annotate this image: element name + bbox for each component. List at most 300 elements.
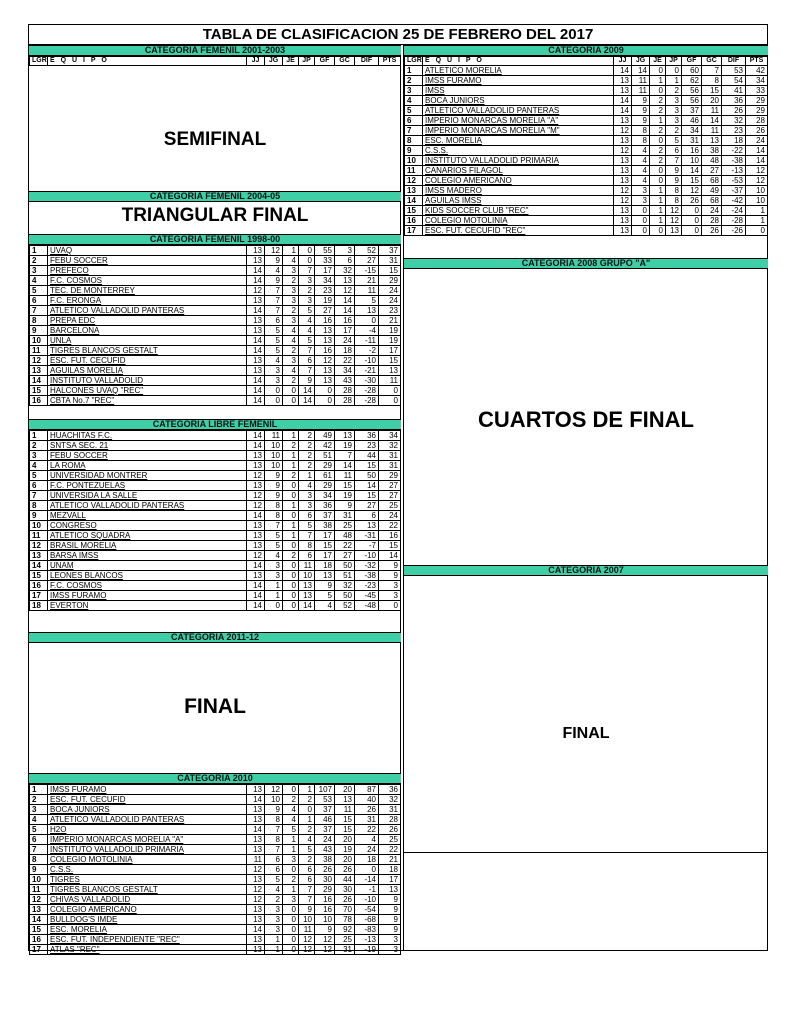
column-header: JP <box>666 57 682 66</box>
stat-cell: 34 <box>315 491 335 501</box>
stat-cell: 18 <box>722 136 746 146</box>
libre-femenil-section <box>29 419 401 611</box>
stat-cell: 49 <box>315 431 335 441</box>
stat-cell: 14 <box>247 336 265 346</box>
stat-cell: 14 <box>247 441 265 451</box>
rank-cell: 12 <box>30 541 48 551</box>
stat-cell: 4 <box>632 176 650 186</box>
stat-cell: 13 <box>247 366 265 376</box>
table-row <box>30 451 401 461</box>
stat-cell: -13 <box>722 166 746 176</box>
table-row <box>405 146 768 156</box>
stat-cell: 48 <box>702 156 722 166</box>
stat-cell: 37 <box>379 246 401 256</box>
stat-cell: 14 <box>299 386 315 396</box>
cuartos-de-final-label: CUARTOS DE FINAL <box>478 407 694 432</box>
rank-cell: 13 <box>30 551 48 561</box>
stat-cell: 42 <box>746 66 768 76</box>
stat-cell: 27 <box>379 491 401 501</box>
category-band: CATEGORIA LIBRE FEMENIL <box>29 419 401 430</box>
stat-cell: 0 <box>283 945 299 955</box>
stat-cell: 68 <box>702 176 722 186</box>
stat-cell: 13 <box>247 521 265 531</box>
stat-cell: 11 <box>335 471 355 481</box>
stat-cell: 19 <box>315 296 335 306</box>
table-row <box>30 511 401 521</box>
stat-cell: 14 <box>247 396 265 406</box>
stat-cell: 87 <box>355 785 379 795</box>
stat-cell: 1 <box>650 216 666 226</box>
stat-cell: 36 <box>315 501 335 511</box>
left-column <box>29 45 401 954</box>
stat-cell: 8 <box>632 136 650 146</box>
stat-cell: 2 <box>299 795 315 805</box>
rank-cell: 13 <box>405 186 423 196</box>
stat-cell: 0 <box>650 136 666 146</box>
rank-cell: 7 <box>30 491 48 501</box>
stat-cell: 50 <box>335 561 355 571</box>
stat-cell: 10 <box>315 915 335 925</box>
stat-cell: 9 <box>265 256 283 266</box>
column-header: JG <box>632 57 650 66</box>
stat-cell: -10 <box>355 551 379 561</box>
stat-cell: 13 <box>614 166 632 176</box>
stat-cell: 5 <box>299 845 315 855</box>
stat-cell: 27 <box>379 481 401 491</box>
stat-cell: 4 <box>283 805 299 815</box>
team-cell: F.C. COSMOS <box>48 276 247 286</box>
femenil-2001-section <box>29 45 401 66</box>
stat-cell: 3 <box>265 571 283 581</box>
stat-cell: 32 <box>335 266 355 276</box>
team-cell: SNTSA SEC. 21 <box>48 441 247 451</box>
table-row <box>30 935 401 945</box>
stat-cell: 20 <box>335 855 355 865</box>
stat-cell: 24 <box>335 336 355 346</box>
stat-cell: 3 <box>283 356 299 366</box>
stat-cell: 16 <box>315 905 335 915</box>
stat-cell: 14 <box>247 795 265 805</box>
table-row <box>30 356 401 366</box>
stat-cell: 0 <box>632 226 650 236</box>
stat-cell: 10 <box>265 451 283 461</box>
table-row <box>30 845 401 855</box>
stat-cell: 38 <box>702 146 722 156</box>
stat-cell: 0 <box>650 66 666 76</box>
stat-cell: 13 <box>247 805 265 815</box>
stat-cell: 12 <box>335 286 355 296</box>
cat-2011-section <box>29 632 401 643</box>
stat-cell: -28 <box>722 216 746 226</box>
category-band: CATEGORIA 2010 <box>29 773 401 784</box>
stat-cell: 18 <box>379 865 401 875</box>
stat-cell: -10 <box>355 895 379 905</box>
stat-cell: 0 <box>379 601 401 611</box>
stat-cell: 4 <box>283 326 299 336</box>
stat-cell: 32 <box>379 795 401 805</box>
stat-cell: 15 <box>702 86 722 96</box>
triangular-final-label: TRIANGULAR FINAL <box>121 205 309 226</box>
stat-cell: 15 <box>335 481 355 491</box>
stat-cell: 16 <box>335 316 355 326</box>
divider <box>404 852 768 853</box>
stat-cell: 0 <box>315 396 335 406</box>
team-cell: EVERTON <box>48 601 247 611</box>
stat-cell: 5 <box>265 326 283 336</box>
stat-cell: -48 <box>355 601 379 611</box>
cat-2007-section <box>404 565 768 576</box>
stat-cell: 25 <box>379 835 401 845</box>
team-cell: F.C. ERONGA <box>48 296 247 306</box>
table-row <box>405 86 768 96</box>
stat-cell: 12 <box>247 895 265 905</box>
stat-cell: -83 <box>355 925 379 935</box>
stat-cell: 14 <box>614 96 632 106</box>
stat-cell: -4 <box>355 326 379 336</box>
rank-cell: 13 <box>30 366 48 376</box>
stat-cell: 13 <box>355 521 379 531</box>
stat-cell: 1 <box>650 76 666 86</box>
stat-cell: 14 <box>247 276 265 286</box>
rank-cell: 16 <box>405 216 423 226</box>
stat-cell: 2 <box>283 471 299 481</box>
stat-cell: 3 <box>283 855 299 865</box>
stat-cell: 7 <box>299 346 315 356</box>
stat-cell: 29 <box>315 885 335 895</box>
stat-cell: 2 <box>283 441 299 451</box>
stat-cell: 2 <box>650 156 666 166</box>
stat-cell: 2 <box>299 286 315 296</box>
stat-cell: 8 <box>265 501 283 511</box>
stat-cell: 1 <box>746 216 768 226</box>
stat-cell: 13 <box>247 905 265 915</box>
stat-cell: 10 <box>265 441 283 451</box>
rank-cell: 2 <box>405 76 423 86</box>
stat-cell: 13 <box>247 875 265 885</box>
column-header: JJ <box>247 57 265 66</box>
category-band: CATEGORIA FEMENIL 2001-2003 <box>29 45 401 56</box>
rank-cell: 2 <box>30 441 48 451</box>
stat-cell: 7 <box>299 366 315 376</box>
table-row <box>30 296 401 306</box>
stat-cell: 13 <box>614 176 632 186</box>
stat-cell: 0 <box>682 226 702 236</box>
stat-cell: -2 <box>355 346 379 356</box>
column-header: JE <box>283 57 299 66</box>
stat-cell: 10 <box>299 571 315 581</box>
stat-cell: 36 <box>355 431 379 441</box>
cat-2008-section <box>404 258 768 269</box>
stat-cell: 16 <box>682 146 702 156</box>
stat-cell: 3 <box>632 196 650 206</box>
stat-cell: 1 <box>283 845 299 855</box>
stat-cell: 53 <box>315 795 335 805</box>
table-row <box>405 76 768 86</box>
stat-cell: 0 <box>632 216 650 226</box>
team-cell: INSTITUTO VALLADOLID PRIMARIA <box>423 156 614 166</box>
rank-cell: 5 <box>30 286 48 296</box>
stat-cell: 27 <box>335 551 355 561</box>
stat-cell: 9 <box>632 106 650 116</box>
stat-cell: 14 <box>247 306 265 316</box>
table-row <box>30 795 401 805</box>
stat-cell: 13 <box>247 915 265 925</box>
stat-cell: 1 <box>283 451 299 461</box>
stat-cell: 2 <box>650 146 666 156</box>
team-cell: ATLETICO SQUADRA <box>48 531 247 541</box>
team-cell: BARSA IMSS <box>48 551 247 561</box>
table-row <box>30 945 401 955</box>
stat-cell: 9 <box>666 176 682 186</box>
stat-cell: 6 <box>265 316 283 326</box>
stat-cell: 15 <box>335 825 355 835</box>
team-cell: HALCONES UVAQ "REC" <box>48 386 247 396</box>
stat-cell: 92 <box>335 925 355 935</box>
stat-cell: 5 <box>355 296 379 306</box>
team-cell: BULLDOG'S IMDE <box>48 915 247 925</box>
rank-cell: 8 <box>30 316 48 326</box>
stat-cell: 28 <box>335 386 355 396</box>
rank-cell: 7 <box>30 845 48 855</box>
stat-cell: 12 <box>247 865 265 875</box>
stat-cell: 0 <box>379 386 401 396</box>
stat-cell: 3 <box>265 925 283 935</box>
stat-cell: 12 <box>315 356 335 366</box>
stat-cell: 4 <box>632 156 650 166</box>
stat-cell: 3 <box>283 895 299 905</box>
stat-cell: 0 <box>355 865 379 875</box>
stat-cell: 14 <box>299 601 315 611</box>
team-cell: COLEGIO MOTOLINIA <box>423 216 614 226</box>
stat-cell: 1 <box>650 206 666 216</box>
stat-cell: -42 <box>722 196 746 206</box>
stat-cell: 0 <box>283 571 299 581</box>
stat-cell: 24 <box>379 296 401 306</box>
stat-cell: 7 <box>299 885 315 895</box>
stat-cell: 0 <box>283 541 299 551</box>
stat-cell: 17 <box>335 326 355 336</box>
stat-cell: 6 <box>355 511 379 521</box>
stat-cell: 9 <box>379 905 401 915</box>
stat-cell: 26 <box>355 805 379 815</box>
stat-cell: 13 <box>335 276 355 286</box>
rank-cell: 4 <box>30 276 48 286</box>
stat-cell: 13 <box>614 116 632 126</box>
stat-cell: 3 <box>265 376 283 386</box>
team-cell: ESC. FUT. CECUFID "REC" <box>423 226 614 236</box>
stat-cell: 14 <box>247 561 265 571</box>
page-title: TABLA DE CLASIFICACION 25 DE FEBRERO DEL 2017 <box>29 25 767 45</box>
rank-cell: 2 <box>30 795 48 805</box>
stat-cell: 37 <box>315 805 335 815</box>
stat-cell: 5 <box>265 346 283 356</box>
right-column <box>404 45 768 950</box>
stat-cell: 3 <box>299 276 315 286</box>
stat-cell: 13 <box>247 246 265 256</box>
table-row <box>30 346 401 356</box>
table-row <box>30 316 401 326</box>
femenil-2004-section <box>29 191 401 202</box>
table-row <box>30 571 401 581</box>
stat-cell: 6 <box>299 511 315 521</box>
stat-cell: 9 <box>379 561 401 571</box>
stat-cell: 27 <box>355 501 379 511</box>
stat-cell: 4 <box>265 885 283 895</box>
team-cell: COLEGIO AMERICANO <box>423 176 614 186</box>
rank-cell: 12 <box>30 356 48 366</box>
stat-cell: 10 <box>299 915 315 925</box>
table-row <box>30 386 401 396</box>
stat-cell: 14 <box>614 66 632 76</box>
stat-cell: 14 <box>355 481 379 491</box>
stat-cell: 1 <box>283 835 299 845</box>
stat-cell: 31 <box>379 461 401 471</box>
table-row <box>405 216 768 226</box>
stat-cell: 16 <box>315 316 335 326</box>
table-row <box>30 551 401 561</box>
column-header: E Q U I P O <box>423 57 614 66</box>
stat-cell: 4 <box>283 815 299 825</box>
stat-cell: 54 <box>722 76 746 86</box>
stat-cell: 7 <box>299 895 315 905</box>
stat-cell: 5 <box>666 136 682 146</box>
team-cell: TIGRES <box>48 875 247 885</box>
stat-cell: 0 <box>283 491 299 501</box>
stat-cell: 13 <box>335 431 355 441</box>
rank-cell: 13 <box>30 905 48 915</box>
rank-cell: 1 <box>30 431 48 441</box>
stat-cell: 12 <box>247 491 265 501</box>
rank-cell: 10 <box>30 336 48 346</box>
stat-cell: 0 <box>265 396 283 406</box>
team-cell: FEBU SOCCER <box>48 256 247 266</box>
stat-cell: 24 <box>379 286 401 296</box>
table-row <box>30 491 401 501</box>
team-cell: IMPERIO MONARCAS MORELIA "M" <box>423 126 614 136</box>
table-row <box>30 501 401 511</box>
stat-cell: 4 <box>632 146 650 156</box>
stat-cell: 13 <box>315 336 335 346</box>
stat-cell: 1 <box>650 186 666 196</box>
table-row <box>30 531 401 541</box>
team-cell: IMPERIO MONARCAS MORELIA "A" <box>48 835 247 845</box>
rank-cell: 14 <box>30 915 48 925</box>
stat-cell: -37 <box>722 186 746 196</box>
stat-cell: 18 <box>335 346 355 356</box>
team-cell: IMSS MADERO <box>423 186 614 196</box>
stat-cell: 13 <box>335 795 355 805</box>
stat-cell: 10 <box>746 186 768 196</box>
rank-cell: 1 <box>30 246 48 256</box>
stat-cell: 11 <box>702 126 722 136</box>
rank-cell: 14 <box>30 561 48 571</box>
stat-cell: 32 <box>335 581 355 591</box>
header-table <box>29 56 401 66</box>
team-cell: TEC. DE MONTERREY <box>48 286 247 296</box>
table-row <box>30 276 401 286</box>
stat-cell: 107 <box>315 785 335 795</box>
stat-cell: 3 <box>283 286 299 296</box>
table-row <box>405 136 768 146</box>
stat-cell: 1 <box>283 531 299 541</box>
stat-cell: 1 <box>283 501 299 511</box>
stat-cell: 28 <box>746 116 768 126</box>
column-header: LGR <box>30 57 48 66</box>
stat-cell: 9 <box>315 925 335 935</box>
stat-cell: 52 <box>335 601 355 611</box>
stat-cell: 12 <box>247 471 265 481</box>
stat-cell: 41 <box>722 86 746 96</box>
stat-cell: 0 <box>650 176 666 186</box>
stat-cell: 11 <box>299 561 315 571</box>
stat-cell: 6 <box>335 256 355 266</box>
stat-cell: 56 <box>682 96 702 106</box>
rank-cell: 6 <box>30 835 48 845</box>
rank-cell: 14 <box>405 196 423 206</box>
stat-cell: 14 <box>247 431 265 441</box>
stat-cell: 28 <box>335 396 355 406</box>
stat-cell: 15 <box>379 266 401 276</box>
stat-cell: 13 <box>247 815 265 825</box>
rank-cell: 4 <box>30 461 48 471</box>
stat-cell: 2 <box>283 276 299 286</box>
stat-cell: 34 <box>379 431 401 441</box>
stat-cell: 23 <box>355 441 379 451</box>
stat-cell: 48 <box>335 531 355 541</box>
stat-cell: 3 <box>299 296 315 306</box>
team-cell: IMSS FURAMO <box>48 785 247 795</box>
stat-cell: 14 <box>702 116 722 126</box>
table-row <box>30 815 401 825</box>
stat-cell: 9 <box>265 471 283 481</box>
rank-cell: 11 <box>30 531 48 541</box>
stat-cell: 2 <box>299 431 315 441</box>
table-row <box>30 326 401 336</box>
table-row <box>30 336 401 346</box>
stat-cell: 3 <box>299 491 315 501</box>
stat-cell: 3 <box>379 581 401 591</box>
stat-cell: 13 <box>247 571 265 581</box>
team-cell: ESC. FUT. CECUFID <box>48 356 247 366</box>
stat-cell: 3 <box>666 116 682 126</box>
stat-cell: 32 <box>379 441 401 451</box>
stat-cell: 2 <box>650 126 666 136</box>
team-cell: ATLETICO VALLADOLID PANTERAS <box>423 106 614 116</box>
stat-cell: 13 <box>247 785 265 795</box>
stat-cell: 29 <box>315 481 335 491</box>
stat-cell: 6 <box>299 865 315 875</box>
stat-cell: 22 <box>335 541 355 551</box>
stat-cell: 46 <box>682 116 702 126</box>
stat-cell: 0 <box>650 86 666 96</box>
stat-cell: 8 <box>265 511 283 521</box>
column-header: GC <box>702 57 722 66</box>
column-header: JE <box>650 57 666 66</box>
stat-cell: 0 <box>283 601 299 611</box>
stat-cell: -28 <box>355 386 379 396</box>
category-band: CATEGORIA 2009 <box>404 45 768 56</box>
table-row <box>30 256 401 266</box>
team-cell: AGUILAS IMSS <box>423 196 614 206</box>
stat-cell: -32 <box>355 561 379 571</box>
stat-cell: 13 <box>315 376 335 386</box>
stat-cell: 2 <box>283 551 299 561</box>
stat-cell: 2 <box>299 441 315 451</box>
stat-cell: 4 <box>299 481 315 491</box>
stat-cell: 6 <box>299 356 315 366</box>
column-header: PTS <box>379 57 401 66</box>
stat-cell: 14 <box>614 106 632 116</box>
